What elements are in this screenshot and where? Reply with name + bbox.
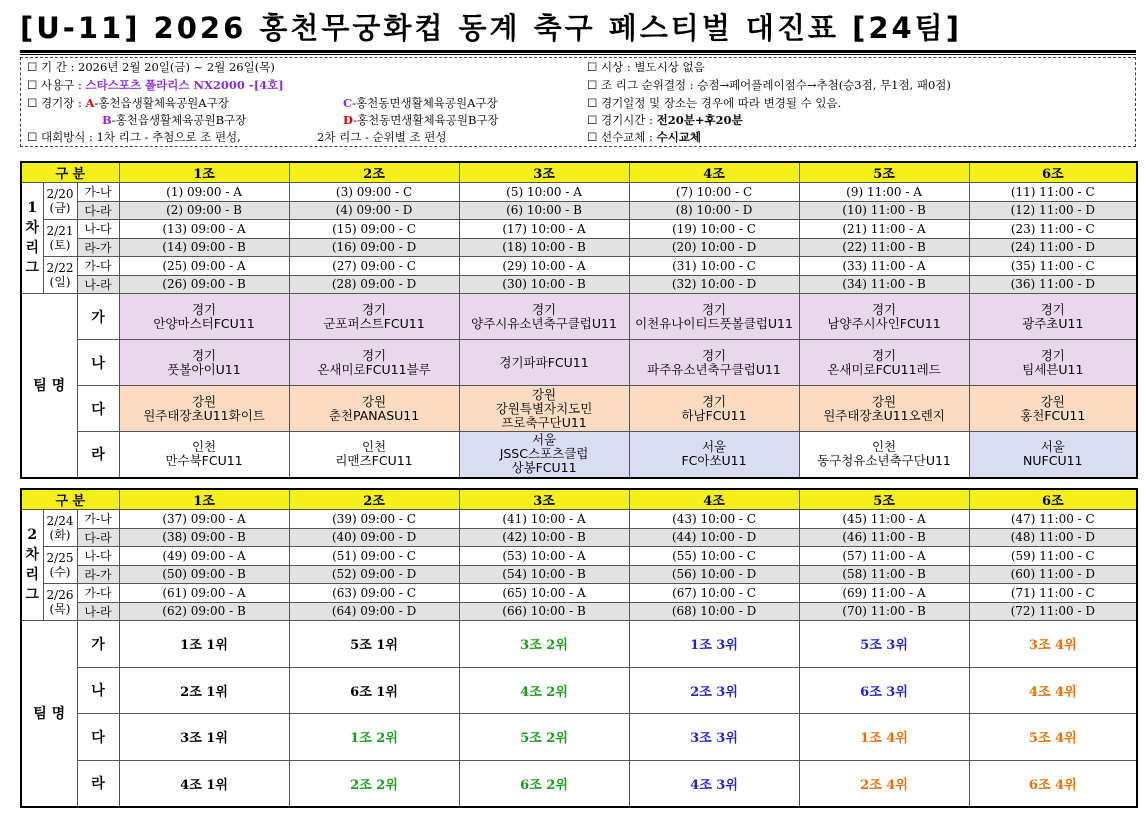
team-row — [21, 667, 1137, 714]
match-cell: (3) 09:00 - C — [289, 183, 459, 202]
header-group-5: 5조 — [799, 162, 969, 183]
match-date — [43, 584, 77, 621]
match-cell: (23) 11:00 - C — [969, 220, 1137, 239]
rank-cell: 6조 2위 — [459, 760, 629, 807]
match-cell: (43) 10:00 - C — [629, 510, 799, 529]
league-side-char: 그 — [25, 260, 40, 276]
league-side-char: 2 — [27, 527, 38, 543]
header-group-3: 3조 — [459, 162, 629, 183]
team-name: FC아쏘U11 — [681, 453, 747, 469]
title-underline — [20, 50, 1136, 55]
team-name: 군포퍼스트FCU11 — [323, 315, 425, 331]
match-cell: (49) 09:00 - A — [119, 547, 289, 566]
match-cell: (54) 10:00 - B — [459, 565, 629, 584]
match-cell: (27) 09:00 - C — [289, 257, 459, 276]
team-region: 경기 — [531, 301, 557, 317]
match-date-weekday: (목) — [49, 602, 71, 616]
sub-value: 수시교체 — [656, 130, 702, 144]
team-cell — [799, 294, 969, 340]
schedule-row — [21, 565, 1137, 584]
match-pairing: 다-라 — [77, 201, 119, 220]
match-pairing: 나-라 — [77, 275, 119, 294]
header-group-2: 2조 — [289, 489, 459, 510]
match-cell: (31) 10:00 - C — [629, 257, 799, 276]
match-cell: (21) 11:00 - A — [799, 220, 969, 239]
team-name: 광주초U11 — [1022, 315, 1084, 331]
team-cell — [459, 432, 629, 478]
team-region: 경기 — [701, 301, 727, 317]
info-format2: 2차 리그 - 순위별 조 편성 — [317, 130, 447, 144]
match-pairing: 다-라 — [77, 528, 119, 547]
match-cell: (25) 09:00 - A — [119, 257, 289, 276]
venue-c-key: C — [343, 96, 353, 110]
info-venue-row1 — [27, 95, 229, 112]
team-row-label: 라 — [77, 432, 119, 478]
match-pairing: 나-라 — [77, 602, 119, 621]
match-date-value: 2/24 — [46, 514, 74, 528]
team-cell — [289, 340, 459, 386]
team-region: 인천 — [191, 439, 217, 455]
league-side-char: 차 — [25, 547, 40, 563]
match-cell: (71) 11:00 - C — [969, 584, 1137, 603]
schedule-row — [21, 220, 1137, 239]
header-group-6: 6조 — [969, 489, 1137, 510]
info-ranking: ☐ 조 리그 순위결정 : 승점→페어플레이점수→추첨(승3점, 무1점, 패0점) — [587, 78, 951, 92]
match-cell: (42) 10:00 - B — [459, 528, 629, 547]
match-cell: (46) 11:00 - B — [799, 528, 969, 547]
match-cell: (17) 10:00 - A — [459, 220, 629, 239]
match-cell: (5) 10:00 - A — [459, 183, 629, 202]
match-cell: (16) 09:00 - D — [289, 238, 459, 257]
match-cell: (47) 11:00 - C — [969, 510, 1137, 529]
match-cell: (70) 11:00 - B — [799, 602, 969, 621]
venue-a: -홍천읍생활체육공원A구장 — [94, 96, 229, 110]
team-name: 온새미로FCU11레드 — [827, 361, 941, 377]
team-name: 춘천PANASU11 — [328, 407, 420, 423]
team-name: 파주유소년축구클럽U11 — [647, 361, 781, 377]
team-name-label: 팀 명 — [21, 621, 77, 807]
team-row-label: 가 — [77, 621, 119, 668]
match-cell: (26) 09:00 - B — [119, 275, 289, 294]
header-group-3: 3조 — [459, 489, 629, 510]
match-date — [43, 183, 77, 220]
match-pairing: 나-다 — [77, 547, 119, 566]
rank-cell: 6조 1위 — [289, 667, 459, 714]
match-pairing: 나-다 — [77, 220, 119, 239]
match-cell: (33) 11:00 - A — [799, 257, 969, 276]
team-cell — [969, 340, 1137, 386]
match-date-value: 2/21 — [46, 224, 74, 238]
match-cell: (53) 10:00 - A — [459, 547, 629, 566]
period-label: ☐ 기 간 : — [27, 60, 79, 74]
match-cell: (6) 10:00 - B — [459, 201, 629, 220]
team-cell — [799, 432, 969, 478]
info-box — [20, 57, 1136, 147]
match-date — [43, 547, 77, 584]
team-region: 강원 — [1040, 393, 1065, 409]
schedule-row — [21, 257, 1137, 276]
info-award: ☐ 시상 : 별도시상 없음 — [587, 60, 705, 74]
match-cell: (65) 10:00 - A — [459, 584, 629, 603]
ball-label: ☐ 사용구 : — [27, 78, 86, 92]
match-cell: (35) 11:00 - C — [969, 257, 1137, 276]
match-cell: (66) 10:00 - B — [459, 602, 629, 621]
format1: 1차 리그 - 추첨으로 조 편성, — [96, 130, 241, 144]
league-side-char: 리 — [25, 240, 40, 256]
team-name: 안양마스터FCU11 — [153, 315, 255, 331]
match-cell: (44) 10:00 - D — [629, 528, 799, 547]
info-venue-c — [343, 95, 498, 112]
team-cell — [119, 432, 289, 478]
team-cell — [289, 294, 459, 340]
match-date — [43, 510, 77, 547]
venue-d-key: D — [343, 113, 353, 127]
match-cell: (48) 11:00 - D — [969, 528, 1137, 547]
header-gubun: 구 분 — [21, 162, 119, 183]
match-cell: (58) 11:00 - B — [799, 565, 969, 584]
team-name: 하남FCU11 — [681, 407, 747, 423]
match-cell: (4) 09:00 - D — [289, 201, 459, 220]
match-date-value: 2/25 — [46, 551, 74, 565]
match-date — [43, 257, 77, 294]
rank-cell: 4조 3위 — [629, 760, 799, 807]
team-name: 남양주시사인FCU11 — [827, 315, 941, 331]
info-venue-b — [102, 112, 246, 129]
team-row — [21, 340, 1137, 386]
team-region: 경기 — [1040, 301, 1065, 317]
match-cell: (14) 09:00 - B — [119, 238, 289, 257]
team-cell — [629, 294, 799, 340]
match-date — [43, 220, 77, 257]
match-cell: (56) 10:00 - D — [629, 565, 799, 584]
team-region: 강원 — [871, 393, 897, 409]
team-name-line2: 상봉FCU11 — [511, 460, 577, 476]
rank-cell: 3조 2위 — [459, 621, 629, 668]
match-cell: (69) 11:00 - A — [799, 584, 969, 603]
match-cell: (20) 10:00 - D — [629, 238, 799, 257]
team-region: 경기 — [361, 347, 387, 363]
match-pairing: 가-다 — [77, 584, 119, 603]
rank-cell: 1조 3위 — [629, 621, 799, 668]
team-name: 원주태장초U11화이트 — [143, 407, 265, 423]
team-cell — [969, 432, 1137, 478]
match-cell: (28) 09:00 - D — [289, 275, 459, 294]
league-side-label — [21, 183, 43, 294]
match-cell: (2) 09:00 - B — [119, 201, 289, 220]
team-region: 경기 — [191, 347, 217, 363]
schedule-row — [21, 183, 1137, 202]
team-cell — [459, 386, 629, 432]
header-group-1: 1조 — [119, 489, 289, 510]
match-pairing: 라-가 — [77, 565, 119, 584]
rank-cell: 5조 2위 — [459, 714, 629, 761]
match-cell: (29) 10:00 - A — [459, 257, 629, 276]
venue-b-key: B — [102, 113, 112, 127]
match-cell: (37) 09:00 - A — [119, 510, 289, 529]
match-cell: (52) 09:00 - D — [289, 565, 459, 584]
team-name: 양주시유소년축구클럽U11 — [471, 315, 617, 331]
team-name: 만수북FCU11 — [165, 453, 243, 469]
team-cell — [119, 340, 289, 386]
team-row — [21, 386, 1137, 432]
rank-cell: 3조 4위 — [969, 621, 1137, 668]
match-date-weekday: (금) — [49, 201, 71, 215]
team-row-label: 나 — [77, 667, 119, 714]
venue-d: -홍천동면생활체육공원B구장 — [352, 113, 499, 127]
match-cell: (61) 09:00 - A — [119, 584, 289, 603]
match-cell: (62) 09:00 - B — [119, 602, 289, 621]
rank-cell: 4조 4위 — [969, 667, 1137, 714]
match-cell: (9) 11:00 - A — [799, 183, 969, 202]
match-date-value: 2/20 — [46, 187, 74, 201]
team-name: 온새미로FCU11블루 — [317, 361, 431, 377]
info-venue-d — [343, 112, 499, 129]
rank-cell: 1조 2위 — [289, 714, 459, 761]
rank-cell: 2조 1위 — [119, 667, 289, 714]
league-side-char: 1 — [27, 200, 38, 216]
team-name: JSSC스포츠클럽 — [499, 446, 589, 462]
team-name: 강원특별자치도민 — [495, 400, 593, 416]
team-region: 경기 — [871, 347, 897, 363]
match-cell: (10) 11:00 - B — [799, 201, 969, 220]
match-cell: (60) 11:00 - D — [969, 565, 1137, 584]
team-region: 경기 — [701, 393, 727, 409]
team-name: 경기파파FCU11 — [499, 354, 589, 370]
team-cell — [629, 432, 799, 478]
team-row — [21, 714, 1137, 761]
team-region: 강원 — [361, 393, 387, 409]
team-row-label: 나 — [77, 340, 119, 386]
rank-cell: 6조 3위 — [799, 667, 969, 714]
header-group-5: 5조 — [799, 489, 969, 510]
league-side-char: 그 — [25, 587, 40, 603]
match-cell: (34) 11:00 - B — [799, 275, 969, 294]
header-group-2: 2조 — [289, 162, 459, 183]
rank-cell: 5조 4위 — [969, 714, 1137, 761]
schedule-row — [21, 547, 1137, 566]
header-row — [21, 489, 1137, 510]
team-name: 동구청유소년축구단U11 — [817, 453, 951, 469]
team-cell — [459, 294, 629, 340]
match-date-value: 2/26 — [46, 588, 74, 602]
team-row-label: 가 — [77, 294, 119, 340]
rank-cell: 3조 3위 — [629, 714, 799, 761]
schedule-row — [21, 602, 1137, 621]
match-cell: (72) 11:00 - D — [969, 602, 1137, 621]
ball-value: 스타스포츠 폴라리스 NX2000 -[4호] — [85, 78, 284, 92]
rank-cell: 4조 2위 — [459, 667, 629, 714]
info-time — [587, 112, 743, 129]
match-pairing: 라-가 — [77, 238, 119, 257]
venue-b: -홍천읍생활체육공원B구장 — [111, 113, 247, 127]
team-name-label: 팀 명 — [21, 294, 77, 478]
team-cell — [799, 386, 969, 432]
match-pairing: 가-나 — [77, 183, 119, 202]
rank-cell: 6조 4위 — [969, 760, 1137, 807]
format-label: ☐ 대회방식 : — [27, 130, 97, 144]
team-name: 이천유나이티드풋볼클럽U11 — [635, 315, 793, 331]
rank-cell: 4조 1위 — [119, 760, 289, 807]
match-cell: (18) 10:00 - B — [459, 238, 629, 257]
venue-c: -홍천동면생활체육공원A구장 — [352, 96, 498, 110]
match-cell: (40) 09:00 - D — [289, 528, 459, 547]
match-cell: (19) 10:00 - C — [629, 220, 799, 239]
header-group-4: 4조 — [629, 162, 799, 183]
league-side-char: 차 — [25, 220, 40, 236]
match-cell: (57) 11:00 - A — [799, 547, 969, 566]
team-row-label: 다 — [77, 386, 119, 432]
header-row — [21, 162, 1137, 183]
team-name: 리맨즈FCU11 — [335, 453, 413, 469]
rank-cell: 5조 1위 — [289, 621, 459, 668]
match-cell: (32) 10:00 - D — [629, 275, 799, 294]
team-row-label: 다 — [77, 714, 119, 761]
team-region: 인천 — [361, 439, 387, 455]
team-region: 서울 — [1040, 439, 1065, 455]
schedule-row — [21, 584, 1137, 603]
info-format — [27, 129, 241, 146]
match-cell: (55) 10:00 - C — [629, 547, 799, 566]
match-cell: (24) 11:00 - D — [969, 238, 1137, 257]
rank-cell: 1조 4위 — [799, 714, 969, 761]
match-cell: (64) 09:00 - D — [289, 602, 459, 621]
match-cell: (68) 10:00 - D — [629, 602, 799, 621]
team-name-line2: 프로축구단U11 — [501, 414, 587, 430]
team-cell — [289, 386, 459, 432]
team-region: 경기 — [191, 301, 217, 317]
team-region: 경기 — [871, 301, 897, 317]
match-cell: (22) 11:00 - B — [799, 238, 969, 257]
team-cell — [119, 386, 289, 432]
team-cell — [119, 294, 289, 340]
header-group-4: 4조 — [629, 489, 799, 510]
match-cell: (67) 10:00 - C — [629, 584, 799, 603]
team-row-label: 라 — [77, 760, 119, 807]
info-sub — [587, 129, 701, 146]
rank-cell: 2조 3위 — [629, 667, 799, 714]
header-group-6: 6조 — [969, 162, 1137, 183]
match-cell: (51) 09:00 - C — [289, 547, 459, 566]
league-side-char: 리 — [25, 567, 40, 583]
match-cell: (11) 11:00 - C — [969, 183, 1137, 202]
rank-cell: 3조 1위 — [119, 714, 289, 761]
match-cell: (36) 11:00 - D — [969, 275, 1137, 294]
match-cell: (30) 10:00 - B — [459, 275, 629, 294]
team-name: 원주태장초U11오렌지 — [823, 407, 945, 423]
team-cell — [969, 386, 1137, 432]
match-cell: (12) 11:00 - D — [969, 201, 1137, 220]
venue-a-key: A — [85, 96, 95, 110]
team-region: 강원 — [531, 386, 557, 402]
team-region: 서울 — [531, 432, 557, 448]
first-league-table — [20, 161, 1138, 479]
team-name: NUFCU11 — [1023, 453, 1083, 469]
time-value: 전20분+후20분 — [656, 113, 743, 127]
sub-label: ☐ 선수교체 : — [587, 130, 657, 144]
match-cell: (13) 09:00 - A — [119, 220, 289, 239]
match-pairing: 가-나 — [77, 510, 119, 529]
team-cell — [289, 432, 459, 478]
match-cell: (7) 10:00 - C — [629, 183, 799, 202]
team-region: 인천 — [871, 439, 897, 455]
info-change: ☐ 경기일정 및 장소는 경우에 따라 변경될 수 있음. — [587, 96, 842, 110]
page-title: [U-11] 2026 홍천무궁화컵 동계 축구 페스티벌 대진표 [24팀] — [20, 11, 962, 45]
time-label: ☐ 경기시간 : — [587, 113, 657, 127]
schedule-row — [21, 238, 1137, 257]
rank-cell: 2조 4위 — [799, 760, 969, 807]
info-period — [27, 59, 275, 76]
team-row — [21, 760, 1137, 807]
match-date-value: 2/22 — [46, 261, 74, 275]
schedule-row — [21, 510, 1137, 529]
match-pairing: 가-다 — [77, 257, 119, 276]
team-region: 경기 — [701, 347, 727, 363]
match-cell: (8) 10:00 - D — [629, 201, 799, 220]
match-cell: (59) 11:00 - C — [969, 547, 1137, 566]
match-cell: (45) 11:00 - A — [799, 510, 969, 529]
match-cell: (1) 09:00 - A — [119, 183, 289, 202]
team-region: 강원 — [191, 393, 217, 409]
team-region: 경기 — [361, 301, 387, 317]
team-cell — [969, 294, 1137, 340]
team-row — [21, 621, 1137, 668]
team-row — [21, 294, 1137, 340]
rank-cell: 5조 3위 — [799, 621, 969, 668]
period-value: 2026년 2월 20일(금) ~ 2월 26일(목) — [78, 60, 275, 74]
schedule-row — [21, 275, 1137, 294]
header-group-1: 1조 — [119, 162, 289, 183]
match-cell: (41) 10:00 - A — [459, 510, 629, 529]
team-name: 홍천FCU11 — [1020, 407, 1086, 423]
league-side-label — [21, 510, 43, 621]
schedule-row — [21, 201, 1137, 220]
rank-cell: 1조 1위 — [119, 621, 289, 668]
team-cell — [629, 386, 799, 432]
second-league-table — [20, 488, 1138, 808]
match-date-weekday: (화) — [49, 528, 71, 542]
team-region: 서울 — [701, 439, 727, 455]
team-name: 팀세븐U11 — [1022, 361, 1084, 377]
team-cell — [799, 340, 969, 386]
match-cell: (50) 09:00 - B — [119, 565, 289, 584]
team-name: 풋볼아이U11 — [167, 361, 241, 377]
match-date-weekday: (토) — [49, 238, 71, 252]
schedule-row — [21, 528, 1137, 547]
team-cell — [629, 340, 799, 386]
match-cell: (39) 09:00 - C — [289, 510, 459, 529]
match-date-weekday: (일) — [49, 275, 71, 289]
header-gubun: 구 분 — [21, 489, 119, 510]
match-cell: (38) 09:00 - B — [119, 528, 289, 547]
team-row — [21, 432, 1137, 478]
team-cell — [459, 340, 629, 386]
info-ball — [27, 77, 284, 94]
match-cell: (15) 09:00 - C — [289, 220, 459, 239]
match-date-weekday: (수) — [49, 565, 71, 579]
team-region: 경기 — [1040, 347, 1065, 363]
match-cell: (63) 09:00 - C — [289, 584, 459, 603]
rank-cell: 2조 2위 — [289, 760, 459, 807]
venue-label: ☐ 경기장 : — [27, 96, 86, 110]
